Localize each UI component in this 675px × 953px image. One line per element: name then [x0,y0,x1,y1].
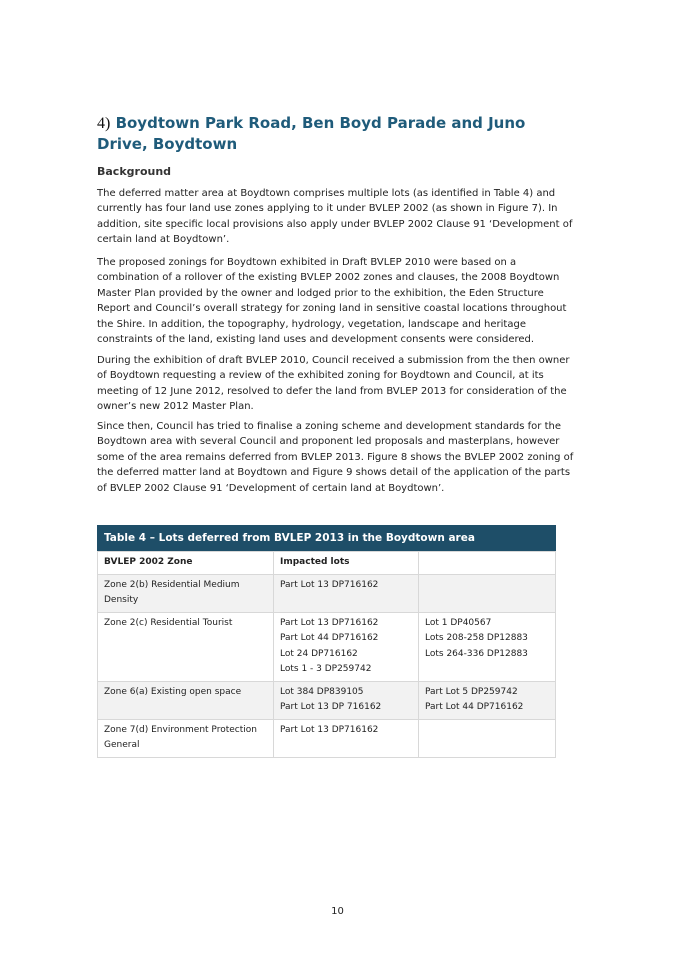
background-subheading: Background [97,165,172,178]
lot-entry: Part Lot 13 DP716162 [280,724,379,735]
table-row [98,612,556,681]
table-row [98,719,556,757]
page-number: 10 [331,906,344,917]
lot-entry: Lots 264-336 DP12883 [425,648,528,659]
lots-cell-secondary [419,612,556,681]
header-impacted-lots: Impacted lots [274,552,419,575]
table-body [98,574,556,757]
zone-cell: Zone 2(c) Residential Tourist [98,612,274,681]
lots-cell-secondary [419,719,556,757]
section-number: 4) [97,115,111,132]
table-row [98,681,556,719]
lot-entry: Lot 24 DP716162 [280,648,358,659]
lot-entry: Part Lot 5 DP259742 [425,686,518,697]
paragraph-3: During the exhibition of draft BVLEP 2010, Council received a submission from the then owner of Boydtown requesting a review of the exhibited zoning for Boydtown and Council, at its meeting of 12 June 2012, resolved to defer the land from BVLEP 2013 for consideration of the owner’s new 2012 Master Plan. [97,355,570,413]
paragraph-1: The deferred matter area at Boydtown comprises multiple lots (as identified in Table 4) and currently has four land use zones applying to it under BVLEP 2002 (as shown in Figure 7). In addition, site specific local provisions also apply under BVLEP 2002 Clause 91 ‘Development of certain land at Boydtown’. [97,188,573,246]
zone-cell: Zone 6(a) Existing open space [98,681,274,719]
zone-cell: Zone 7(d) Environment Protection General [98,719,274,757]
lot-entry: Lot 384 DP839105 [280,686,364,697]
lots-cell-secondary [419,681,556,719]
section-heading [97,113,577,154]
lot-entry: Lots 1 - 3 DP259742 [280,664,372,674]
header-zone: BVLEP 2002 Zone [98,552,274,575]
lots-cell-primary [274,681,419,719]
table-row [98,574,556,612]
lots-cell-primary [274,574,419,612]
lot-entry: Part Lot 44 DP716162 [280,633,379,643]
lot-entry: Part Lot 13 DP 716162 [280,702,382,712]
header-blank [419,552,556,575]
section-title: Boydtown Park Road, Ben Boyd Parade and Juno Drive, Boydtown [97,114,526,153]
lot-entry: Part Lot 44 DP716162 [425,702,524,712]
lot-entry: Lots 208-258 DP12883 [425,633,528,643]
lots-cell-primary [274,719,419,757]
paragraph-2: The proposed zonings for Boydtown exhibited in Draft BVLEP 2010 were based on a combination of a rollover of the existing BVLEP 2002 zones and clauses, the 2008 Boydtown Master Plan provided by the owner and lodged prior to the exhibition, the Eden Structure Report and Council’s overall strategy for zoning land in sensitive coastal locations throughout the Shire. In addition, the topography, hydrology, vegetation, landscape and heritage constraints of the land, existing land uses and development consents were considered. [97,257,567,346]
table-caption: Table 4 – Lots deferred from BVLEP 2013 in the Boydtown area [97,525,556,551]
lots-cell-secondary [419,574,556,612]
lots-table [97,525,556,758]
zone-cell: Zone 2(b) Residential Medium Density [98,574,274,612]
lot-entry: Part Lot 13 DP716162 [280,617,379,628]
lot-entry: Part Lot 13 DP716162 [280,579,379,590]
table-header-row [98,552,556,575]
lot-entry: Lot 1 DP40567 [425,617,492,628]
paragraph-4: Since then, Council has tried to finalise a zoning scheme and development standards for the Boydtown area with several Council and proponent led proposals and masterplans, however some of the area remains deferred from BVLEP 2013. Figure 8 shows the BVLEP 2002 zoning of the deferred matter land at Boydtown and Figure 9 shows detail of the application of the parts of BVLEP 2002 Clause 91 ‘Development of certain land at Boydtown’. [97,421,574,494]
lots-cell-primary [274,612,419,681]
